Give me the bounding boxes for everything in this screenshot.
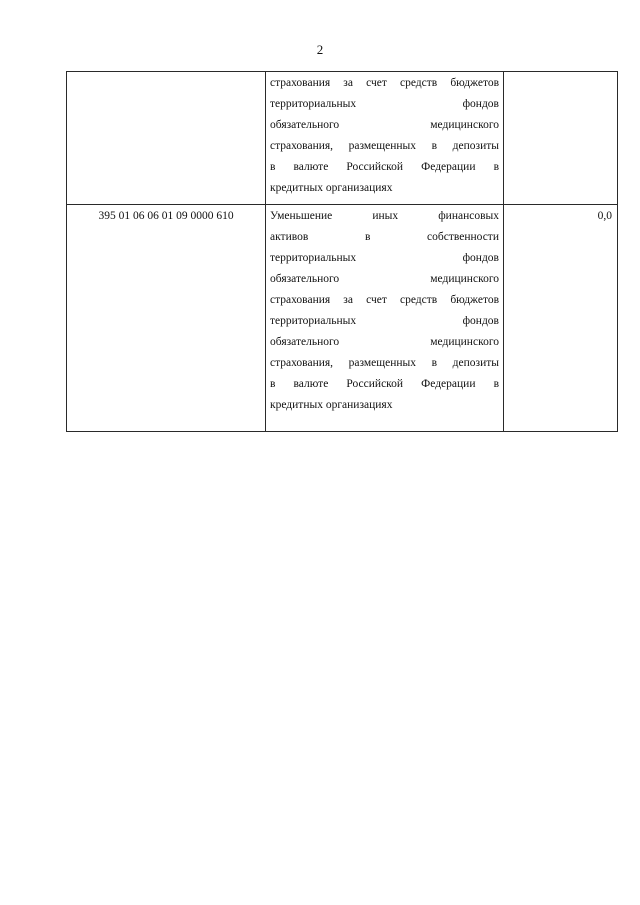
table-row [67, 205, 618, 432]
budget-code: 395 01 06 06 01 09 0000 610 [98, 210, 234, 222]
description-line: территориальных фондов [270, 252, 499, 264]
description-line: обязательного медицинского [270, 336, 499, 348]
description-line: страхования, размещенных в депозиты [270, 140, 499, 152]
description-line: кредитных организациях [270, 399, 393, 411]
description-line: в валюте Российской Федерации в [270, 161, 499, 173]
description-line: страхования за счет средств бюджетов [270, 294, 499, 306]
description-line: активов в собственности [270, 231, 499, 243]
description-line: в валюте Российской Федерации в [270, 378, 499, 390]
budget-code-cell [67, 205, 266, 432]
budget-code [67, 72, 265, 73]
description-line: территориальных фондов [270, 315, 499, 327]
description-line: кредитных организациях [270, 182, 393, 194]
description-line: обязательного медицинского [270, 273, 499, 285]
amount-cell [504, 205, 618, 432]
page-number: 2 [316, 42, 324, 57]
description-line: территориальных фондов [270, 98, 499, 110]
budget-sources-table [66, 71, 618, 432]
description-line: обязательного медицинского [270, 119, 499, 131]
description-line: страхования, размещенных в депозиты [270, 357, 499, 369]
table-row-continued [67, 72, 618, 205]
amount-value: 0,0 [597, 210, 612, 222]
description-cell [266, 205, 504, 432]
description-line: страхования за счет средств бюджетов [270, 77, 499, 89]
budget-code-cell [67, 72, 266, 205]
amount-cell [504, 72, 618, 205]
description-cell [266, 72, 504, 205]
description-line: Уменьшение иных финансовых [270, 210, 499, 222]
